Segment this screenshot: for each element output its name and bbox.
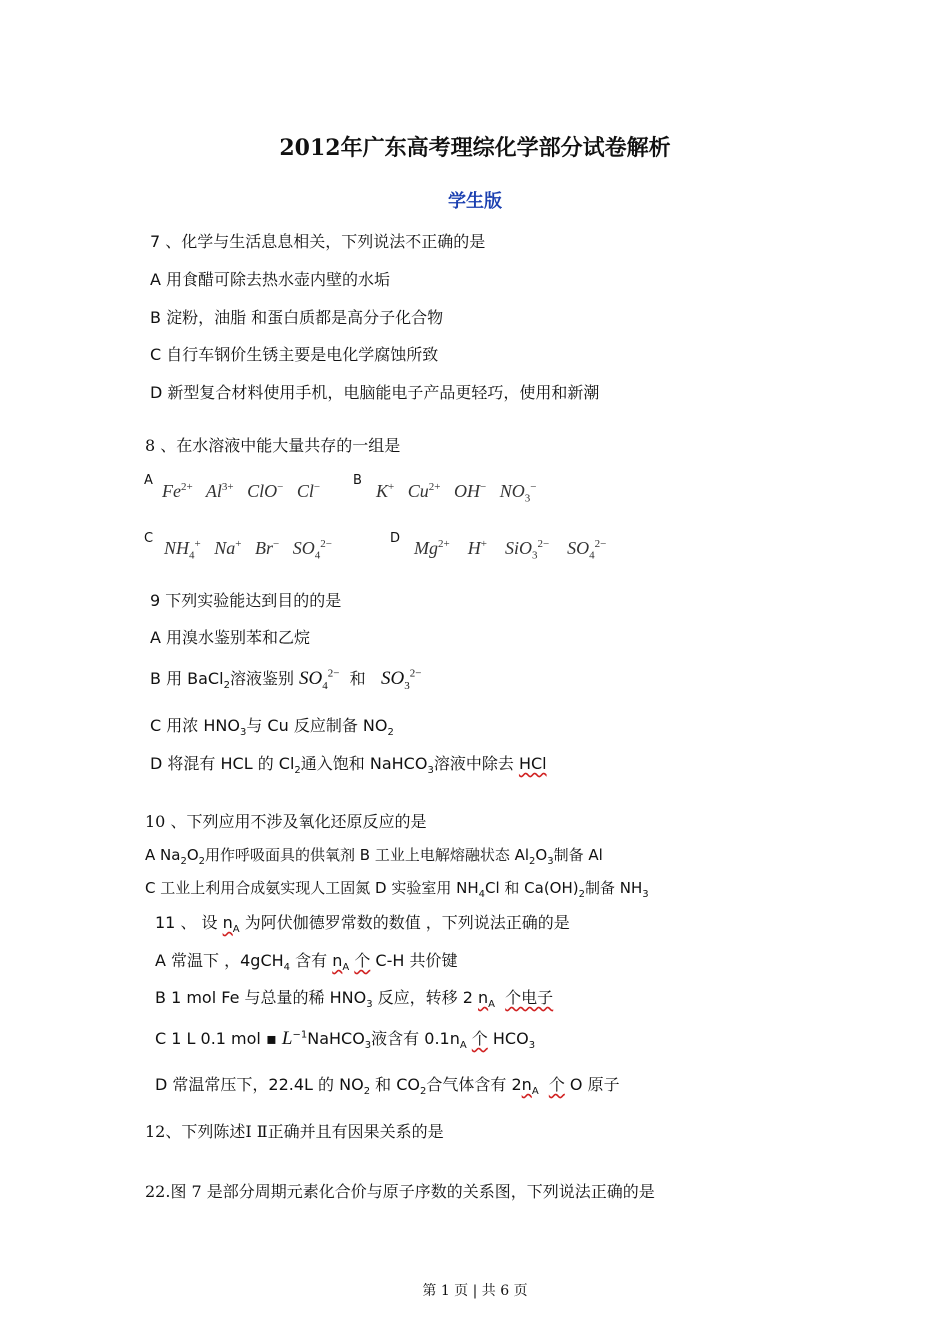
ion: OH−	[453, 481, 487, 501]
ion: $NH_4^+$	[164, 538, 201, 562]
page-title: 2012年广东高考理综化学部分试卷解析	[279, 135, 671, 161]
ion: ClO−	[247, 481, 284, 501]
ion: $NO_3^-$	[499, 481, 537, 505]
q7-stem: 7 、化学与生活息息相关，下列说法不正确的是	[150, 232, 486, 251]
q8-option-b-label: B	[353, 473, 362, 488]
q8-option-b-ions	[376, 481, 536, 505]
q9-option-c: C 用浓 $HNO_3$与 Cu 反应制备 $NO_2$	[150, 716, 394, 739]
q8-option-a-ions	[162, 481, 320, 502]
q9-option-d: D 将混有 HCL 的 $Cl_2$通入饱和 NaHCO$_3$溶液中除去 HCl	[150, 754, 547, 777]
ion: $Mg^{2+}$	[414, 538, 450, 558]
q8-stem: 8 、在水溶液中能大量共存的一组是	[145, 436, 401, 455]
ion: H+	[467, 538, 487, 558]
ion: $Fe^{2+}$	[162, 481, 193, 501]
q10-stem: 10 、下列应用不涉及氧化还原反应的是	[145, 812, 427, 831]
q11-option-d: D 常温常压下，22.4L 的 $NO_2$ 和 $CO_2$合气体含有 $2n_A$ 个 O 原子	[155, 1075, 620, 1098]
q11-option-c: C 1 L 0.1 mol ▪ $L^{-1}NaHCO_3$液含有 $0.1n_A$ 个 $HCO_3$	[155, 1028, 536, 1052]
q9-option-a: A 用溴水鉴别苯和乙烷	[150, 628, 311, 647]
q8-option-a-label: A	[144, 473, 153, 488]
q9-stem: 9 下列实验能达到目的的是	[150, 591, 342, 610]
sulfite-ion: $SO_3^{2-}$	[380, 667, 422, 692]
q8-option-d-label: D	[390, 531, 401, 546]
page-footer: 第 1 页 | 共 6 页	[422, 1283, 528, 1299]
q12-stem: 12、下列陈述Ⅰ Ⅱ正确并且有因果关系的是	[145, 1122, 444, 1141]
ion: Cl−	[296, 481, 321, 501]
q9-option-b: B 用 BaCl$_2$溶液鉴别 $SO_4^{2-}$ 和 $SO_3^{2-}$	[150, 667, 422, 692]
sulfate-ion: $SO_4^{2-}$	[299, 667, 340, 692]
q10-options-cd: C 工业上利用合成氨实现人工固氮 D 实验室用 $NH_4Cl$ 和 $Ca(OH)_2$制备 $NH_3$	[145, 879, 649, 900]
q11-option-b: B 1 mol Fe 与总量的稀 $HNO_3$ 反应，转移 2 $n_A$ 个电子	[155, 988, 554, 1011]
ion: $SO_4^{2-}$	[567, 538, 607, 562]
ion: $SO_4^{2-}$	[292, 538, 332, 562]
q7-option-a: A 用食醋可除去热水壶内壁的水垢	[150, 270, 391, 289]
q8-option-c-ions	[164, 538, 332, 562]
ion: Br−	[254, 538, 280, 558]
q10-options-ab: A $Na_2O_2$用作呼吸面具的供氧剂 B 工业上电解熔融状态 $Al_2O_3$制备 Al	[145, 846, 603, 867]
q8-option-d-ions	[414, 538, 606, 562]
page-subtitle: 学生版	[448, 191, 502, 212]
q7-option-b: B 淀粉，油脂 和蛋白质都是高分子化合物	[150, 308, 444, 327]
ion: SiO$_3^{2-}$	[504, 538, 550, 562]
q7-option-d: D 新型复合材料使用手机，电脑能电子产品更轻巧，使用和新潮	[150, 383, 600, 402]
q7-option-c: C 自行车钢价生锈主要是电化学腐蚀所致	[150, 345, 439, 364]
q8-option-c-label: C	[144, 531, 154, 546]
ion: K+	[376, 481, 395, 501]
ion: $Cu^{2+}$	[407, 481, 441, 501]
ion: $Al^{3+}$	[205, 481, 234, 501]
q11-stem: 11 、 设 $n_A$ 为阿伏伽德罗常数的数值 ，下列说法正确的是	[155, 913, 570, 936]
ion: Na+	[214, 538, 242, 558]
q22-stem: 22.图 7 是部分周期元素化合价与原子序数的关系图，下列说法正确的是	[145, 1182, 655, 1201]
q11-option-a: A 常温下 ，4gCH$_4$ 含有 $n_A$ 个 C-H 共价键	[155, 951, 458, 974]
